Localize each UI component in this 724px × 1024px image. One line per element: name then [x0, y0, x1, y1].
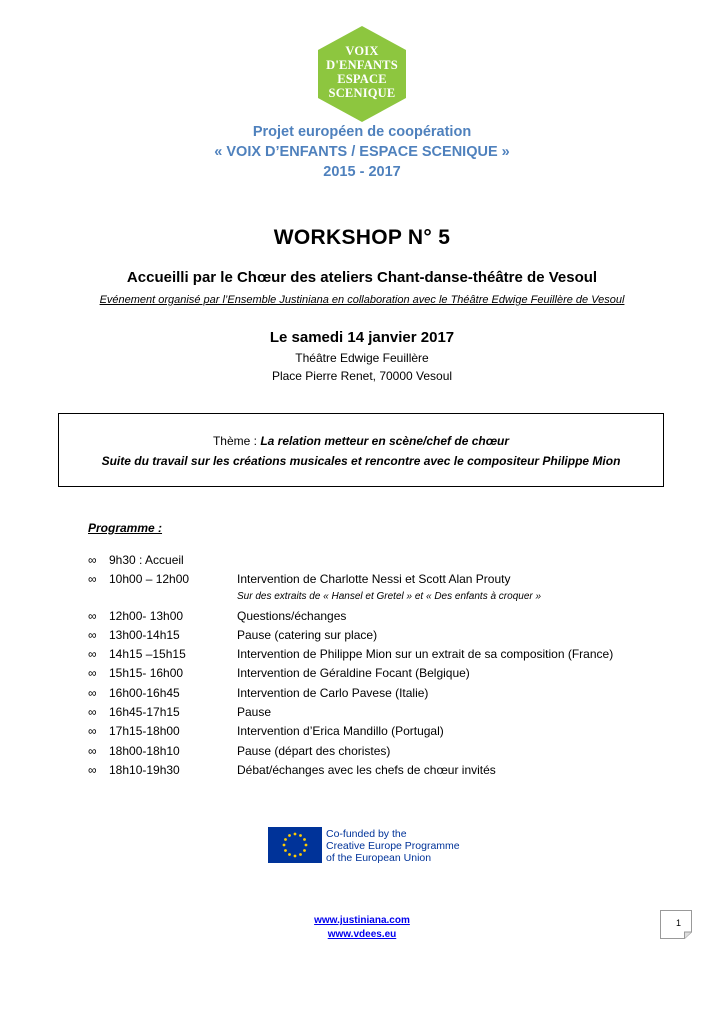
theme-subtitle: Suite du travail sur les créations musicales et rencontre avec le compositeur Philippe Mion: [101, 454, 621, 468]
project-line-3: 2015 - 2017: [323, 164, 401, 180]
infinity-bullet-icon: ∞: [88, 666, 97, 681]
infinity-bullet-icon: ∞: [88, 647, 97, 662]
infinity-bullet-icon: ∞: [88, 743, 97, 758]
justiniana-link[interactable]: www.justiniana.com: [314, 915, 410, 926]
organized-by: Evénement organisé par l’Ensemble Justiniana en collaboration avec le Théâtre Edwige Feuillère de Vesoul: [99, 294, 625, 306]
hosted-by: Accueilli par le Chœur des ateliers Chant-danse-théâtre de Vesoul: [126, 269, 598, 286]
infinity-bullet-icon: ∞: [88, 762, 97, 777]
event-date: Le samedi 14 janvier 2017: [269, 329, 455, 346]
project-header: [0, 122, 724, 182]
project-line-1: Projet européen de coopération: [252, 124, 472, 140]
schedule-time: 15h15- 16h00: [109, 666, 184, 681]
page-number: 1: [676, 918, 682, 928]
schedule-description: Questions/échanges: [237, 608, 347, 623]
venue-address: Place Pierre Renet, 70000 Vesoul: [271, 369, 453, 383]
venue: [0, 349, 724, 385]
schedule-description: Intervention de Carlo Pavese (Italie): [237, 685, 429, 700]
infinity-bullet-icon: ∞: [88, 724, 97, 739]
schedule-item: [88, 686, 688, 705]
schedule-description: Intervention d’Erica Mandillo (Portugal): [237, 724, 444, 739]
infinity-bullet-icon: ∞: [88, 553, 97, 567]
schedule-item: [88, 724, 688, 743]
schedule-description: Intervention de Philippe Mion sur un extrait de sa composition (France): [237, 647, 614, 662]
eu-flag-icon: [268, 827, 322, 863]
infinity-bullet-icon: ∞: [88, 608, 97, 623]
schedule-description: Pause (départ des choristes): [237, 743, 391, 758]
schedule-description: Pause: [237, 705, 272, 720]
theme-prefix: Thème :: [212, 434, 261, 448]
infinity-bullet-icon: ∞: [88, 572, 97, 587]
footer-links: [0, 914, 724, 942]
theme-box: [58, 413, 664, 487]
schedule-time: 13h00-14h15: [109, 627, 180, 642]
programme-heading: Programme :: [88, 521, 163, 535]
infinity-bullet-icon: ∞: [88, 627, 97, 642]
schedule-list: [88, 553, 688, 782]
eu-text-line-1: Co-funded by the: [326, 828, 407, 840]
schedule-time: 14h15 –15h15: [109, 647, 186, 662]
schedule-time: 10h00 – 12h00: [109, 572, 190, 587]
schedule-item: [88, 647, 688, 666]
workshop-title: WORKSHOP N° 5: [273, 226, 451, 249]
logo-line-2: D'ENFANTS: [326, 58, 398, 72]
schedule-time: 16h45-17h15: [109, 705, 180, 720]
logo-line-1: VOIX: [345, 44, 379, 58]
logo-line-3: ESPACE: [337, 72, 387, 86]
schedule-description: Pause (catering sur place): [237, 627, 378, 642]
schedule-item: [88, 744, 688, 763]
schedule-description: Intervention de Charlotte Nessi et Scott Alan Prouty: [237, 572, 511, 587]
schedule-note: [88, 592, 688, 609]
eu-text-line-3: of the European Union: [326, 852, 432, 864]
vdees-link[interactable]: www.vdees.eu: [327, 929, 397, 940]
schedule-time: 9h30 : Accueil: [109, 553, 184, 567]
schedule-item: [88, 628, 688, 647]
voix-enfants-logo: [318, 26, 406, 122]
logo-line-4: SCENIQUE: [328, 86, 396, 100]
project-line-2: « VOIX D’ENFANTS / ESPACE SCENIQUE »: [214, 144, 510, 160]
page-number-box: [660, 910, 692, 939]
schedule-description: Intervention de Géraldine Focant (Belgique): [237, 666, 470, 681]
schedule-item: [88, 666, 688, 685]
schedule-item: [88, 572, 688, 591]
schedule-description: Débat/échanges avec les chefs de chœur invités: [237, 762, 496, 777]
schedule-time: 17h15-18h00: [109, 724, 180, 739]
schedule-time: 18h10-19h30: [109, 762, 180, 777]
schedule-item: [88, 763, 688, 782]
theme-line: [59, 434, 663, 448]
eu-cofunded-logo: [268, 826, 458, 866]
schedule-note-text: Sur des extraits de « Hansel et Gretel » et « Des enfants à croquer »: [237, 590, 542, 602]
schedule-item: [88, 609, 688, 628]
schedule-item: [88, 705, 688, 724]
theme-value: La relation metteur en scène/chef de chœur: [260, 434, 510, 448]
eu-text-line-2: Creative Europe Programme: [326, 840, 460, 852]
schedule-time: 12h00- 13h00: [109, 608, 184, 623]
infinity-bullet-icon: ∞: [88, 685, 97, 700]
schedule-item: [88, 553, 688, 572]
schedule-time: 16h00-16h45: [109, 685, 180, 700]
schedule-time: 18h00-18h10: [109, 743, 180, 758]
venue-name: Théâtre Edwige Feuillère: [295, 351, 429, 365]
infinity-bullet-icon: ∞: [88, 705, 97, 720]
